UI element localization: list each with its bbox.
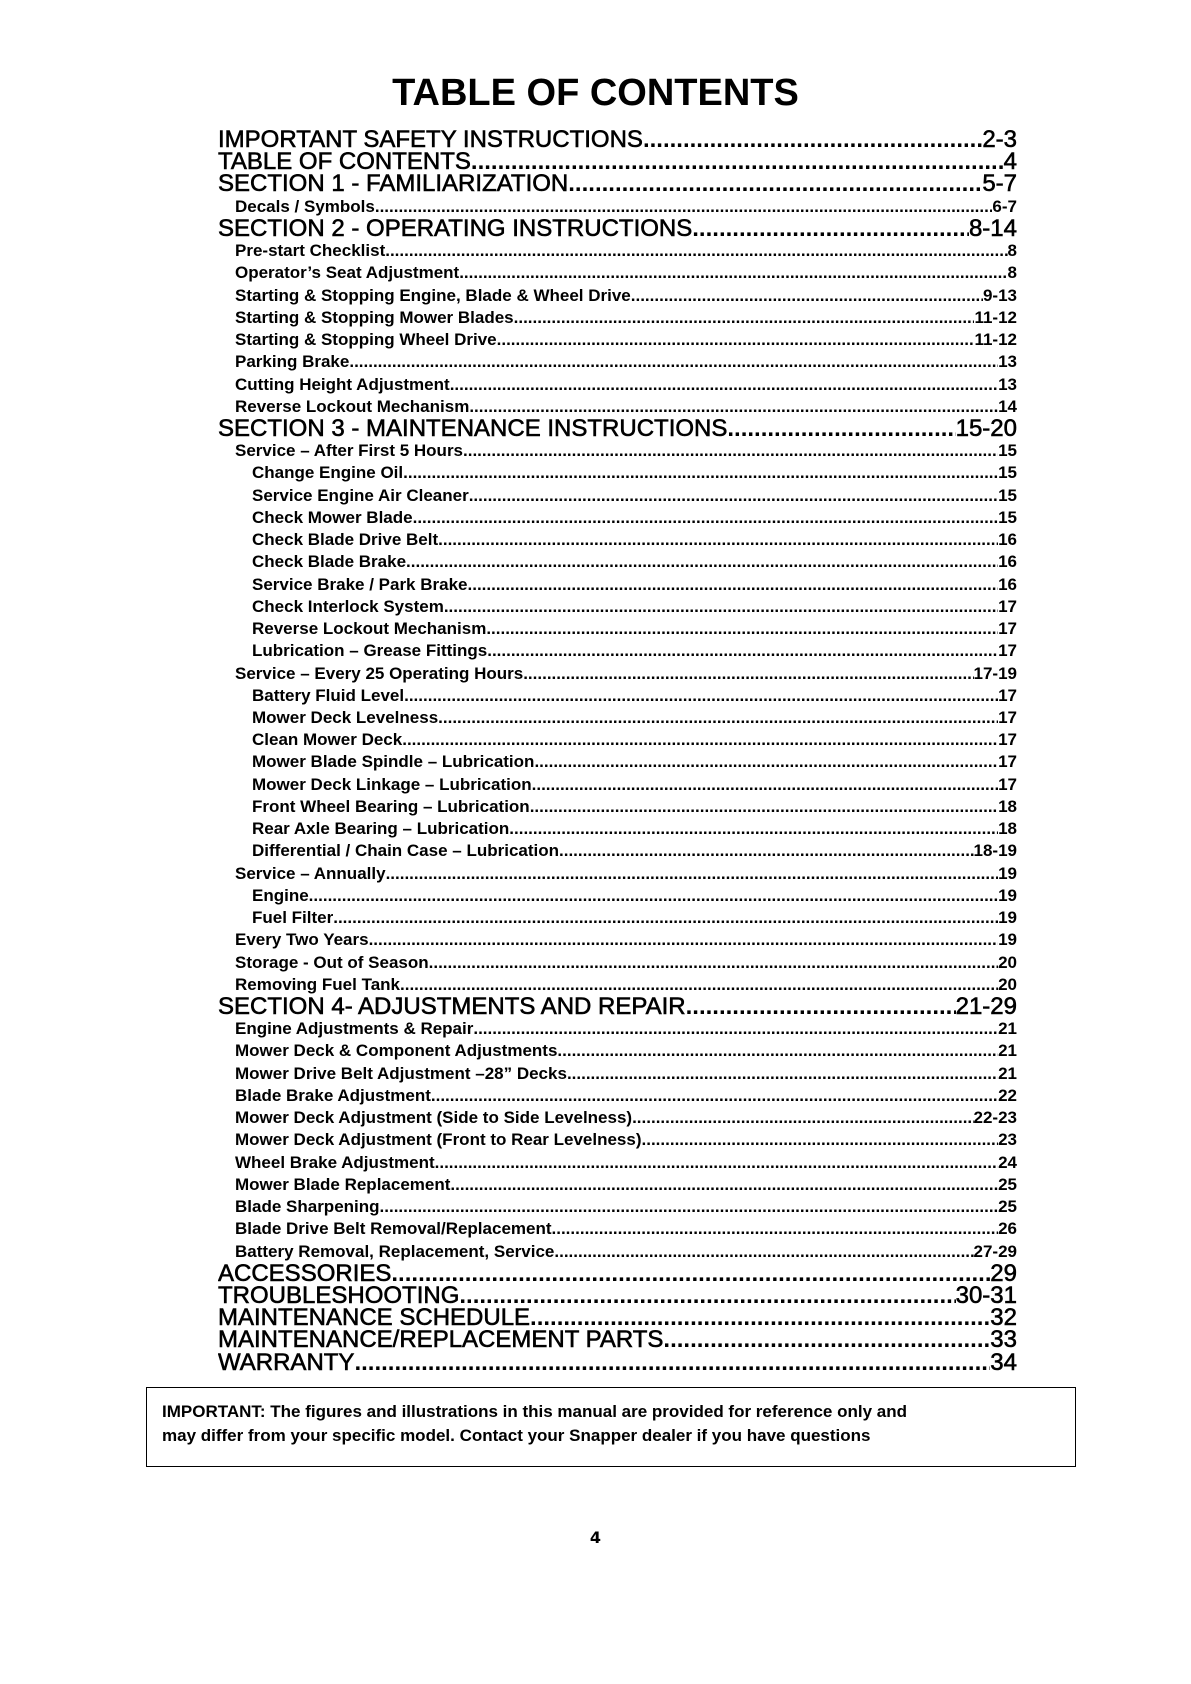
toc-dot-leader: [643, 129, 982, 151]
toc-entry-page: 30-31: [955, 1284, 1017, 1307]
toc-entry-label: SECTION 1 - FAMILIARIZATION: [218, 173, 569, 196]
toc-entry-label: Blade Sharpening: [235, 1197, 380, 1217]
toc-dot-leader: [385, 240, 1007, 262]
toc-entry[interactable]: [235, 1152, 1017, 1174]
toc-entry-page: 17: [998, 730, 1017, 750]
toc-entry-page: 17-19: [973, 663, 1017, 683]
toc-entry-label: SECTION 2 - OPERATING INSTRUCTIONS: [218, 217, 693, 240]
toc-entry-page: 27-29: [973, 1241, 1017, 1261]
toc-dot-leader: [469, 396, 998, 418]
toc-entry-page: 15-20: [955, 417, 1017, 440]
toc-entry-page: 20: [998, 952, 1017, 972]
important-notice-box: [146, 1387, 1076, 1467]
toc-entry[interactable]: [218, 218, 1017, 240]
toc-entry[interactable]: [235, 1018, 1017, 1040]
toc-entry-page: 16: [998, 574, 1017, 594]
toc-entry-page: 17: [998, 752, 1017, 772]
toc-entry-page: 26: [998, 1219, 1017, 1239]
toc-entry-label: Starting & Stopping Wheel Drive: [235, 330, 497, 350]
toc-entry-label: IMPORTANT SAFETY INSTRUCTIONS: [218, 129, 643, 151]
toc-entry[interactable]: [235, 1129, 1017, 1151]
toc-entry-page: 17: [998, 774, 1017, 794]
toc-entry-page: 4: [1003, 151, 1017, 174]
toc-entry-page: 13: [998, 374, 1017, 394]
toc-entry[interactable]: [252, 574, 1017, 596]
toc-entry-label: Storage - Out of Season: [235, 952, 429, 972]
toc-entry[interactable]: [218, 1285, 1017, 1307]
toc-entry-label: ACCESSORIES: [218, 1262, 392, 1285]
toc-entry[interactable]: [252, 685, 1017, 707]
toc-entry[interactable]: [252, 529, 1017, 551]
toc-entry[interactable]: [252, 707, 1017, 729]
toc-entry[interactable]: [235, 1040, 1017, 1062]
toc-entry[interactable]: [218, 418, 1017, 440]
toc-entry-label: TABLE OF CONTENTS: [218, 151, 471, 174]
toc-entry[interactable]: [218, 173, 1017, 195]
toc-entry-page: 17: [998, 707, 1017, 727]
toc-dot-leader: [309, 885, 998, 907]
toc-entry-label: Mower Deck & Component Adjustments: [235, 1041, 558, 1061]
toc-entry[interactable]: [235, 1107, 1017, 1129]
toc-entry[interactable]: [235, 396, 1017, 418]
toc-entry-page: 17: [998, 685, 1017, 705]
toc-entry[interactable]: [235, 1174, 1017, 1196]
toc-entry-label: Engine Adjustments & Repair: [235, 1019, 474, 1039]
toc-entry-label: MAINTENANCE SCHEDULE: [218, 1307, 531, 1330]
toc-entry[interactable]: [218, 996, 1017, 1018]
toc-entry-page: 2-3: [982, 129, 1017, 151]
toc-entry-label: Clean Mower Deck: [252, 730, 403, 750]
toc-dot-leader: [497, 329, 975, 351]
toc-entry-label: Mower Drive Belt Adjustment –28” Decks: [235, 1063, 567, 1083]
toc-entry-label: Battery Removal, Replacement, Service: [235, 1241, 555, 1261]
toc-entry-page: 14: [998, 396, 1017, 416]
toc-entry[interactable]: [235, 374, 1017, 396]
toc-entry[interactable]: [235, 351, 1017, 373]
toc-entry-label: Check Interlock System: [252, 596, 444, 616]
toc-entry-page: 21: [998, 1041, 1017, 1061]
toc-dot-leader: [380, 1196, 999, 1218]
toc-entry-page: 19: [998, 908, 1017, 928]
toc-entry[interactable]: [252, 751, 1017, 773]
notice-line-2: may differ from your specific model. Contact your Snapper dealer if you have questions: [162, 1426, 871, 1445]
toc-dot-leader: [406, 551, 998, 573]
toc-dot-leader: [468, 574, 999, 596]
toc-entry-label: Service – Annually: [235, 863, 386, 883]
toc-dot-leader: [450, 1174, 998, 1196]
toc-entry[interactable]: [252, 462, 1017, 484]
toc-entry-label: Mower Blade Replacement: [235, 1174, 451, 1194]
toc-entry-page: 19: [998, 863, 1017, 883]
toc-entry-page: 9-13: [982, 285, 1017, 305]
page-title: TABLE OF CONTENTS: [392, 72, 799, 114]
toc-entry[interactable]: [235, 285, 1017, 307]
toc-dot-leader: [632, 1107, 973, 1129]
toc-entry-label: Mower Deck Adjustment (Front to Rear Levelness): [235, 1130, 642, 1150]
toc-entry-label: Check Blade Drive Belt: [252, 530, 439, 550]
toc-entry[interactable]: [235, 952, 1017, 974]
toc-entry[interactable]: [235, 974, 1017, 996]
toc-entry-label: MAINTENANCE/REPLACEMENT PARTS: [218, 1329, 664, 1352]
toc-entry-label: Front Wheel Bearing – Lubrication: [252, 796, 530, 816]
toc-dot-leader: [557, 1040, 998, 1062]
toc-dot-leader: [369, 929, 999, 951]
toc-dot-leader: [473, 1018, 998, 1040]
toc-entry-page: 22-23: [973, 1108, 1017, 1128]
toc-entry-label: Lubrication – Grease Fittings: [252, 641, 488, 661]
toc-dot-leader: [413, 507, 998, 529]
toc-dot-leader: [486, 618, 998, 640]
toc-entry-label: Blade Brake Adjustment: [235, 1085, 431, 1105]
toc-entry-page: 17: [998, 619, 1017, 639]
toc-entry-page: 15: [998, 463, 1017, 483]
toc-dot-leader: [391, 1263, 990, 1285]
toc-entry-label: Service – After First 5 Hours: [235, 441, 464, 461]
toc-entry-label: Every Two Years: [235, 930, 369, 950]
toc-entry[interactable]: [235, 1085, 1017, 1107]
toc-entry-page: 23: [998, 1130, 1017, 1150]
toc-dot-leader: [554, 1241, 973, 1263]
toc-dot-leader: [349, 351, 998, 373]
toc-entry-label: Fuel Filter: [252, 908, 334, 928]
toc-entry-page: 8-14: [968, 217, 1017, 240]
toc-entry-label: Check Mower Blade: [252, 507, 413, 527]
toc-entry-page: 34: [990, 1351, 1017, 1374]
toc-entry[interactable]: [235, 663, 1017, 685]
toc-entry-page: 24: [998, 1152, 1017, 1172]
toc-dot-leader: [534, 751, 998, 773]
toc-dot-leader: [559, 840, 974, 862]
toc-entry-label: Mower Blade Spindle – Lubrication: [252, 752, 535, 772]
toc-entry-label: Pre-start Checklist: [235, 241, 386, 261]
toc-entry-label: Blade Drive Belt Removal/Replacement: [235, 1219, 552, 1239]
toc-dot-leader: [459, 1285, 955, 1307]
toc-dot-leader: [354, 1352, 990, 1374]
toc-entry-label: Rear Axle Bearing – Lubrication: [252, 819, 510, 839]
toc-entry[interactable]: [218, 151, 1017, 173]
toc-entry-label: SECTION 3 - MAINTENANCE INSTRUCTIONS: [218, 417, 728, 440]
toc-entry-page: 25: [998, 1174, 1017, 1194]
toc-entry-label: WARRANTY: [218, 1351, 355, 1374]
toc-entry[interactable]: [252, 840, 1017, 862]
toc-entry-label: Starting & Stopping Engine, Blade & Wheel Drive: [235, 285, 631, 305]
toc-entry[interactable]: [252, 907, 1017, 929]
toc-entry-label: Starting & Stopping Mower Blades: [235, 307, 514, 327]
toc-entry-page: 33: [990, 1329, 1017, 1352]
toc-dot-leader: [400, 974, 998, 996]
toc-entry[interactable]: [235, 929, 1017, 951]
notice-line-1: IMPORTANT: The figures and illustrations in this manual are provided for reference only and: [162, 1402, 907, 1421]
toc-dot-leader: [509, 818, 998, 840]
toc-dot-leader: [686, 996, 956, 1018]
toc-dot-leader: [450, 374, 998, 396]
toc-entry-page: 17: [998, 641, 1017, 661]
toc-entry-page: 25: [998, 1197, 1017, 1217]
toc-entry[interactable]: [235, 329, 1017, 351]
toc-dot-leader: [530, 1307, 990, 1329]
toc-entry-label: Mower Deck Levelness: [252, 707, 439, 727]
toc-dot-leader: [386, 863, 999, 885]
toc-entry-label: Engine: [252, 885, 309, 905]
toc-entry-page: 19: [998, 885, 1017, 905]
toc-entry[interactable]: [218, 1307, 1017, 1329]
toc-entry-label: Service Brake / Park Brake: [252, 574, 468, 594]
toc-entry-label: Battery Fluid Level: [252, 685, 405, 705]
toc-entry[interactable]: [252, 507, 1017, 529]
toc-entry[interactable]: [252, 885, 1017, 907]
toc-entry[interactable]: [252, 485, 1017, 507]
toc-entry[interactable]: [252, 551, 1017, 573]
toc-dot-leader: [514, 307, 975, 329]
toc-dot-leader: [402, 729, 998, 751]
toc-entry-label: Mower Deck Adjustment (Side to Side Levelness): [235, 1108, 633, 1128]
toc-entry-label: Mower Deck Linkage – Lubrication: [252, 774, 532, 794]
toc-entry[interactable]: [252, 774, 1017, 796]
toc-entry[interactable]: [235, 307, 1017, 329]
toc-entry-page: 15: [998, 485, 1017, 505]
toc-dot-leader: [487, 640, 998, 662]
toc-dot-leader: [568, 173, 982, 195]
toc-dot-leader: [631, 285, 983, 307]
toc-entry[interactable]: [252, 796, 1017, 818]
toc-entry[interactable]: [235, 1218, 1017, 1240]
toc-dot-leader: [375, 196, 993, 218]
toc-dot-leader: [469, 485, 998, 507]
toc-entry-label: Reverse Lockout Mechanism: [252, 619, 487, 639]
toc-entry-page: 22: [998, 1085, 1017, 1105]
toc-entry-label: Differential / Chain Case – Lubrication: [252, 841, 560, 861]
toc-dot-leader: [431, 1085, 998, 1107]
toc-entry-label: Service Engine Air Cleaner: [252, 485, 469, 505]
toc-entry-page: 8: [1007, 263, 1017, 283]
toc-entry-label: Wheel Brake Adjustment: [235, 1152, 435, 1172]
toc-entry-label: Removing Fuel Tank: [235, 974, 400, 994]
toc-entry-label: Change Engine Oil: [252, 463, 404, 483]
toc-dot-leader: [435, 1152, 998, 1174]
toc-entry-page: 6-7: [992, 196, 1017, 216]
toc-entry-page: 11-12: [974, 307, 1017, 327]
toc-entry-page: 8: [1007, 241, 1017, 261]
toc-entry[interactable]: [218, 1263, 1017, 1285]
toc-dot-leader: [333, 907, 998, 929]
toc-entry[interactable]: [252, 596, 1017, 618]
toc-entry-page: 15: [998, 507, 1017, 527]
page-number: 4: [589, 1528, 602, 1547]
toc-entry[interactable]: [235, 1063, 1017, 1085]
toc-entry[interactable]: [235, 240, 1017, 262]
toc-entry-page: 17: [998, 596, 1017, 616]
toc-dot-leader: [567, 1063, 998, 1085]
toc-dot-leader: [692, 218, 969, 240]
toc-entry[interactable]: [235, 262, 1017, 284]
toc-dot-leader: [463, 440, 998, 462]
toc-dot-leader: [404, 685, 998, 707]
toc-dot-leader: [663, 1329, 990, 1351]
toc-entry-label: Parking Brake: [235, 352, 350, 372]
toc-dot-leader: [459, 262, 1007, 284]
toc-entry[interactable]: [218, 1329, 1017, 1351]
toc-entry-page: 32: [990, 1307, 1017, 1330]
toc-entry[interactable]: [235, 863, 1017, 885]
toc-entry[interactable]: [252, 640, 1017, 662]
toc-entry-page: 18: [998, 819, 1017, 839]
toc-dot-leader: [444, 596, 998, 618]
toc-entry[interactable]: [235, 1241, 1017, 1263]
toc-entry-page: 16: [998, 530, 1017, 550]
toc-entry-page: 18-19: [973, 841, 1017, 861]
toc-dot-leader: [471, 151, 1004, 173]
toc-dot-leader: [532, 774, 998, 796]
toc-entry-page: 20: [998, 974, 1017, 994]
toc-entry-label: SECTION 4- ADJUSTMENTS AND REPAIR: [218, 995, 686, 1018]
toc-entry-page: 21-29: [955, 995, 1017, 1018]
toc-entry[interactable]: [235, 196, 1017, 218]
toc-entry-page: 11-12: [974, 330, 1017, 350]
toc-entry[interactable]: [252, 729, 1017, 751]
toc-entry[interactable]: [218, 129, 1017, 151]
toc-dot-leader: [530, 796, 998, 818]
toc-entry-page: 18: [998, 796, 1017, 816]
toc-entry-page: 19: [998, 930, 1017, 950]
toc-entry-page: 21: [998, 1019, 1017, 1039]
toc-dot-leader: [727, 418, 955, 440]
toc-entry[interactable]: [252, 818, 1017, 840]
toc-entry-label: Operator’s Seat Adjustment: [235, 263, 460, 283]
toc-dot-leader: [523, 663, 973, 685]
toc-dot-leader: [403, 462, 998, 484]
toc-dot-leader: [552, 1218, 999, 1240]
toc-dot-leader: [438, 529, 998, 551]
toc-entry-label: TROUBLESHOOTING: [218, 1284, 460, 1307]
toc-entry-label: Decals / Symbols: [235, 196, 375, 216]
toc-entry-label: Check Blade Brake: [252, 552, 407, 572]
toc-entry[interactable]: [235, 1196, 1017, 1218]
toc-dot-leader: [438, 707, 998, 729]
toc-entry-page: 21: [998, 1063, 1017, 1083]
toc-entry-label: Reverse Lockout Mechanism: [235, 396, 470, 416]
toc-entry-page: 16: [998, 552, 1017, 572]
toc-entry-page: 13: [998, 352, 1017, 372]
toc-entry[interactable]: [218, 1352, 1017, 1374]
toc-entry[interactable]: [252, 618, 1017, 640]
toc-entry-label: Cutting Height Adjustment: [235, 374, 450, 394]
toc-entry[interactable]: [235, 440, 1017, 462]
toc-entry-page: 5-7: [982, 173, 1017, 196]
toc-entry-page: 29: [990, 1262, 1017, 1285]
toc-dot-leader: [642, 1129, 999, 1151]
toc-entry-page: 15: [998, 441, 1017, 461]
toc-entry-label: Service – Every 25 Operating Hours: [235, 663, 524, 683]
toc-dot-leader: [429, 952, 998, 974]
